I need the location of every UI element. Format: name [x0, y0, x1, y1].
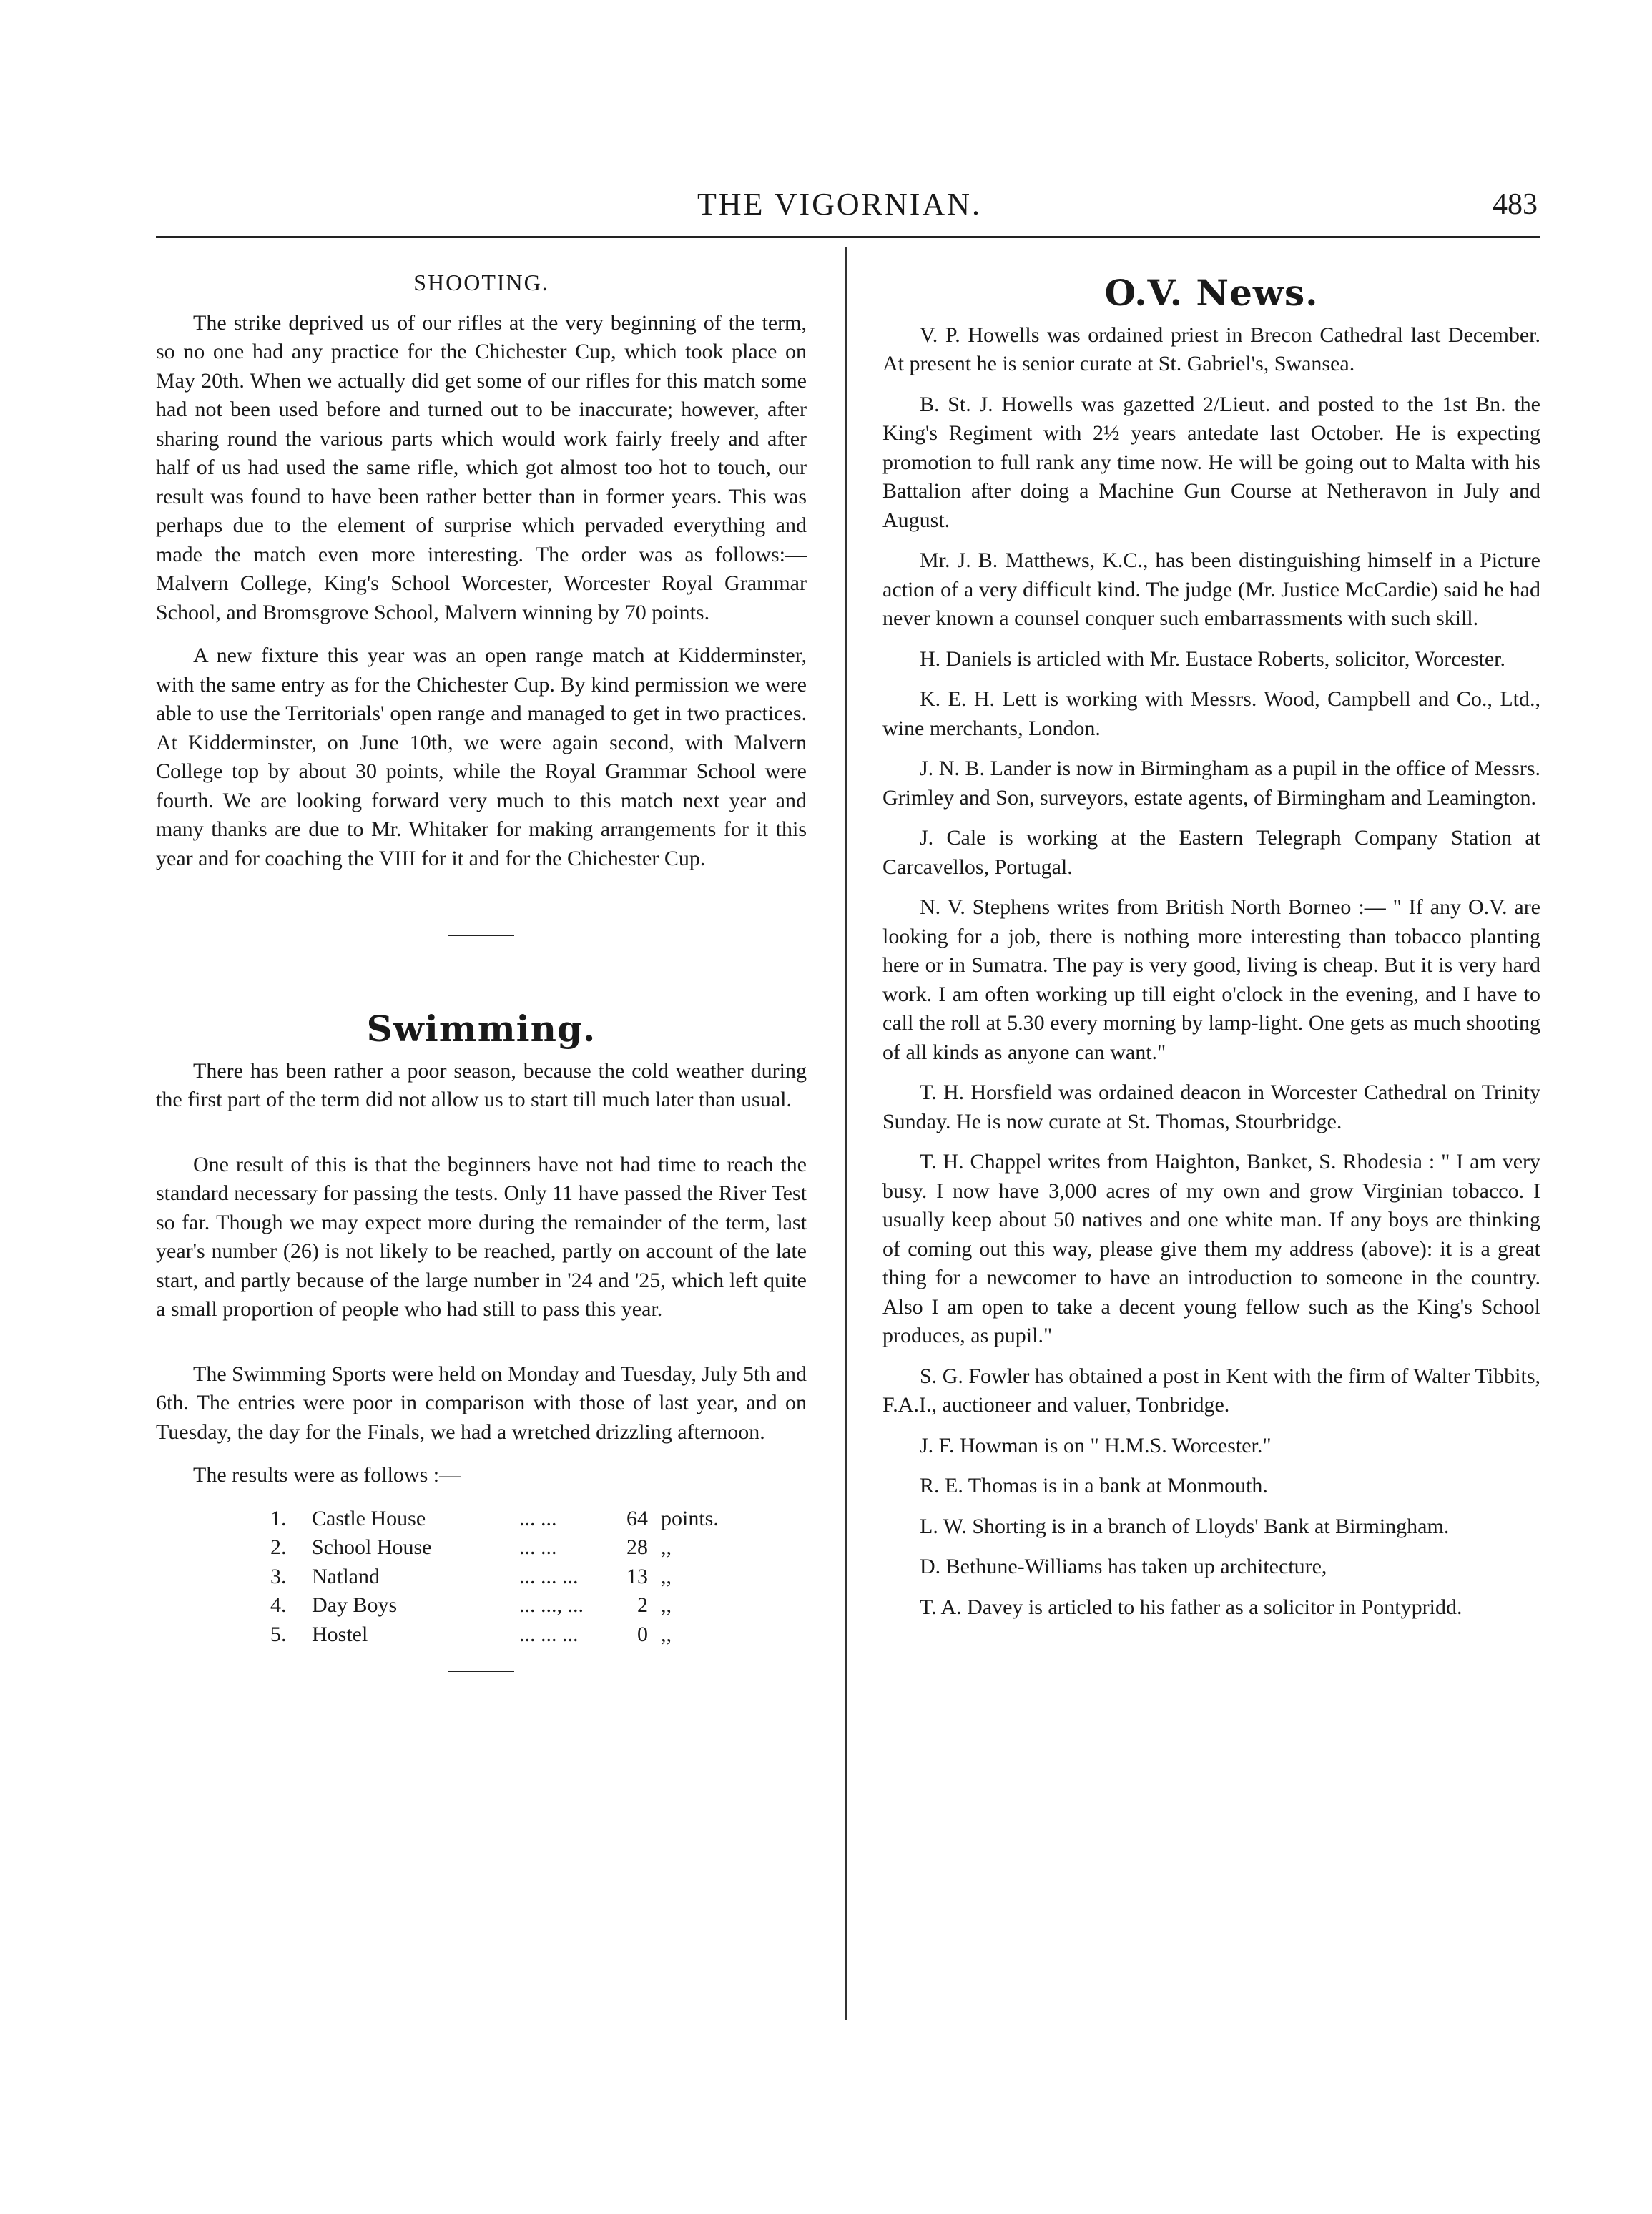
table-row [270, 1563, 739, 1592]
result-rank: 3. [270, 1564, 287, 1588]
news-item: T. A. Davey is articled to his father as a solicitor in Pontypridd. [920, 1595, 1462, 1619]
news-item: B. St. J. Howells was gazetted 2/Lieut. and posted to the 1st Bn. the King's Regiment with 2½ years antedate last October. He is expecting promotion to full rank any time now. He will be going out to Malta with his Battalion after doing a Machine Gun Course at Netheravon in July and August. [882, 392, 1540, 532]
result-leader-dots: ... ..., ... [519, 1593, 584, 1617]
shooting-paragraph: The strike deprived us of our rifles at the very beginning of the term, so no one had any practice for the Chichester Cup, which took place on May 20th. When we actually did get some of our rifles for this match some had not been used before and turned out to be inaccurate; however, after sharing round the various parts which would work fairly freely and after half of us had used the same rifle, which got almost too hot to touch, our result was found to have been rather better than in former years. This was perhaps due to the element of surprise which pervaded everything and made the match even more interesting. The order was as follows:—Malvern College, King's School Worcester, Worcester Royal Grammar School, and Bromsgrove School, Malvern winning by 70 points. [156, 310, 807, 624]
news-item: K. E. H. Lett is working with Messrs. Wood, Campbell and Co., Ltd., wine merchants, London. [882, 687, 1540, 740]
results-table [270, 1505, 739, 1650]
left-column [156, 268, 807, 1672]
table-row [270, 1591, 739, 1620]
header-rule [156, 236, 1540, 238]
news-item: J. Cale is working at the Eastern Telegraph Company Station at Carcavellos, Portugal. [882, 826, 1540, 879]
news-item: J. N. B. Lander is now in Birmingham as a pupil in the office of Messrs. Grimley and Son, surveyors, estate agents, of Birmingham and Leamington. [882, 757, 1540, 810]
swimming-heading: Swimming. [366, 1008, 596, 1050]
section-end-rule [448, 1671, 514, 1672]
result-rank: 5. [270, 1622, 287, 1646]
running-header-title: THE VIGORNIAN. [697, 187, 983, 222]
result-unit: ,, [661, 1593, 672, 1617]
result-house: Hostel [312, 1622, 368, 1646]
news-item: V. P. Howells was ordained priest in Brecon Cathedral last December. At present he is senior curate at St. Gabriel's, Swansea. [882, 323, 1540, 375]
result-unit: points. [661, 1506, 719, 1530]
swimming-paragraph: There has been rather a poor season, because the cold weather during the first part of the term did not allow us to start till much later than usual. [156, 1058, 807, 1111]
news-item: N. V. Stephens writes from British North Borneo :— " If any O.V. are looking for a job, there is nothing more interesting than tobacco planting here or in Sumatra. The pay is very good, living is cheap. But it is very hard work. I am often working up till eight o'clock in the evening, and I have to call the roll at 5.30 every morning by lamp-light. One gets as much shooting of all kinds as anyone can want." [882, 895, 1540, 1064]
result-leader-dots: ... ... ... [519, 1564, 579, 1588]
result-rank: 2. [270, 1535, 287, 1559]
result-rank: 4. [270, 1593, 287, 1617]
news-item: J. F. Howman is on " H.M.S. Worcester." [920, 1433, 1272, 1457]
column-divider [845, 247, 847, 2020]
result-unit: ,, [661, 1564, 672, 1588]
news-item: T. H. Horsfield was ordained deacon in Worcester Cathedral on Trinity Sunday. He is now curate at St. Thomas, Stourbridge. [882, 1081, 1540, 1133]
result-points: 0 [637, 1622, 648, 1646]
result-points: 28 [626, 1535, 648, 1559]
table-row [270, 1505, 739, 1534]
result-leader-dots: ... ... [519, 1535, 557, 1559]
right-column [882, 272, 1540, 1633]
news-item: L. W. Shorting is in a branch of Lloyds' Bank at Birmingham. [920, 1514, 1450, 1538]
result-house: Natland [312, 1564, 380, 1588]
result-points: 64 [626, 1506, 648, 1530]
result-rank: 1. [270, 1506, 287, 1530]
swimming-paragraph: The Swimming Sports were held on Monday and Tuesday, July 5th and 6th. The entries were poor in comparison with those of last year, and on Tuesday, the day for the Finals, we had a wretched drizzling afternoon. [156, 1362, 807, 1444]
result-points: 2 [637, 1593, 648, 1617]
result-house: Day Boys [312, 1593, 398, 1617]
shooting-heading: SHOOTING. [413, 270, 549, 295]
news-item: H. Daniels is articled with Mr. Eustace Roberts, solicitor, Worcester. [920, 646, 1505, 671]
result-leader-dots: ... ... ... [519, 1622, 579, 1646]
shooting-paragraph: A new fixture this year was an open range match at Kidderminster, with the same entry as for the Chichester Cup. By kind permission we were able to use the Territorials' open range and managed to get in two practices. At Kidderminster, on June 10th, we were again second, with Malvern College top by about 30 points, while the Royal Grammar School were fourth. We are looking forward very much to this match next year and many thanks are due to Mr. Whitaker for making arrangements for it this year and for coaching the VIII for it and for the Chichester Cup. [156, 644, 807, 870]
news-item: T. H. Chappel writes from Haighton, Banket, S. Rhodesia : " I am very busy. I now have 3,000 acres of my own and grow Virginian tobacco. I usually keep about 50 natives and one white man. If any boys are thinking of coming out this way, please give them my address (above): it is a great thing for a newcomer to have an introduction to someone in the country. Also I am open to take a decent young fellow such as the King's School produces, as pupil." [882, 1150, 1540, 1347]
news-item: S. G. Fowler has obtained a post in Kent with the firm of Walter Tibbits, F.A.I., auctioneer and valuer, Tonbridge. [882, 1364, 1540, 1417]
table-row [270, 1620, 739, 1650]
ov-news-heading: O.V. News. [1104, 272, 1319, 314]
news-item: Mr. J. B. Matthews, K.C., has been distinguishing himself in a Picture action of a very difficult kind. The judge (Mr. Justice McCardie) said he had never known a counsel conquer such embarrassments with such skill. [882, 548, 1540, 630]
result-unit: ,, [661, 1535, 672, 1559]
swimming-paragraph: One result of this is that the beginners have not had time to reach the standard necessary for passing the tests. Only 11 have passed the River Test so far. Though we may expect more during the remainder of the term, last year's number (26) is not likely to be reached, partly on account of the late start, and partly because of the large number in '24 and '25, which left quite a small proportion of people who had still to pass this year. [156, 1152, 807, 1321]
news-item: R. E. Thomas is in a bank at Monmouth. [920, 1474, 1268, 1497]
result-house: School House [312, 1535, 432, 1559]
table-row [270, 1533, 739, 1563]
result-leader-dots: ... ... [519, 1506, 557, 1530]
news-item: D. Bethune-Williams has taken up architecture, [920, 1555, 1327, 1578]
page-number: 483 [1493, 188, 1538, 221]
result-house: Castle House [312, 1506, 426, 1530]
results-intro: The results were as follows :— [193, 1463, 461, 1487]
result-points: 13 [626, 1564, 648, 1588]
result-unit: ,, [661, 1622, 672, 1646]
